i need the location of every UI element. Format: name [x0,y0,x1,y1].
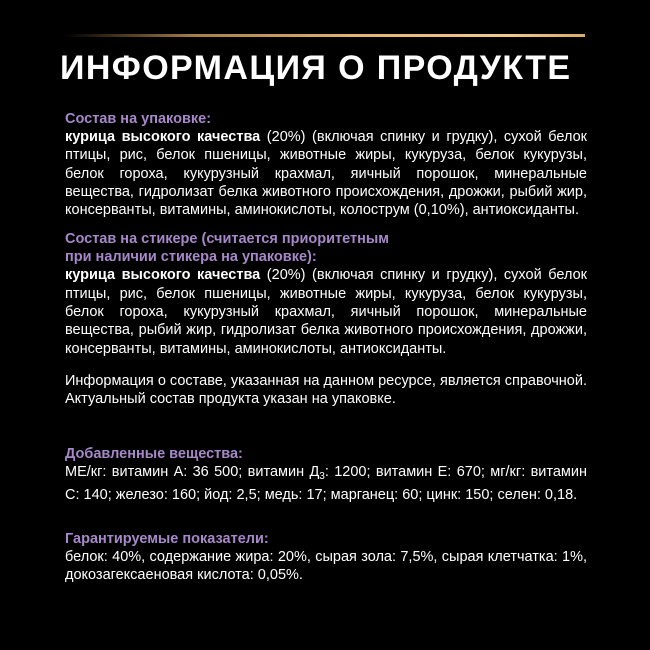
additives-section [65,445,587,505]
sticker-composition-heading-line2: при наличии стикера на упаковке): [65,249,317,266]
sticker-composition-text [65,266,587,357]
package-composition-heading: Состав на упаковке: [65,111,212,127]
package-composition-text [65,128,587,219]
additives-heading: Добавленные вещества: [65,445,243,462]
sticker-composition-lead: курица высокого качества [65,267,261,284]
sticker-composition-body: (20%) (включая спинку и грудку), сухой белок птицы, рис, белок пшеницы, животные жиры, кукуруза, белок кукурузы, белок гороха, кукурузный крахмал, яичный порошок, минеральные вещества, рыбий жир, гидролизат белка животного происхождения, дрожжи, консерванты, витамины, аминокислоты, антиоксиданты. [65,267,587,357]
page-title: ИНФОРМАЦИЯ О ПРОДУКТЕ [60,49,572,87]
gold-divider-line [65,34,585,37]
additives-text-part2: : 1200; витамин Е: 670; мг/кг: витамин С: 140; железо: 160; йод: 2,5; медь: 17; марганец: 60; цинк: 150; селен: 0,18. [65,463,587,503]
package-composition-lead: курица высокого качества [65,129,261,145]
guaranteed-text: белок: 40%, содержание жира: 20%, сырая зола: 7,5%, сырая клетчатка: 1%, докозагексаеновая кислота: 0,05%. [65,549,587,584]
sticker-composition-heading-line1: Состав на стикере (считается приоритетным [65,231,389,248]
sticker-composition-section [65,230,587,357]
vitamin-d-subscript: 3 [319,470,325,482]
guaranteed-heading: Гарантируемые показатели: [65,531,269,548]
package-composition-section [65,110,587,219]
additives-text [65,463,587,505]
package-composition-body: (20%) (включая спинку и грудку), сухой белок птицы, рис, белок пшеницы, животные жиры, кукуруза, белок кукурузы, белок гороха, кукурузный крахмал, яичный порошок, минеральные вещества, гидролизат белка животного происхождения, дрожжи, рыбий жир, консерванты, витамины, аминокислоты, колострум (0,10%), антиоксиданты. [65,129,587,219]
content-area [65,110,587,585]
additives-text-part1: МЕ/кг: витамин А: 36 500; витамин Д [65,463,320,480]
guaranteed-section [65,530,587,585]
disclaimer-note: Информация о составе, указанная на данном ресурсе, является справочной. Актуальный состав продукта указан на упаковке. [65,372,587,408]
